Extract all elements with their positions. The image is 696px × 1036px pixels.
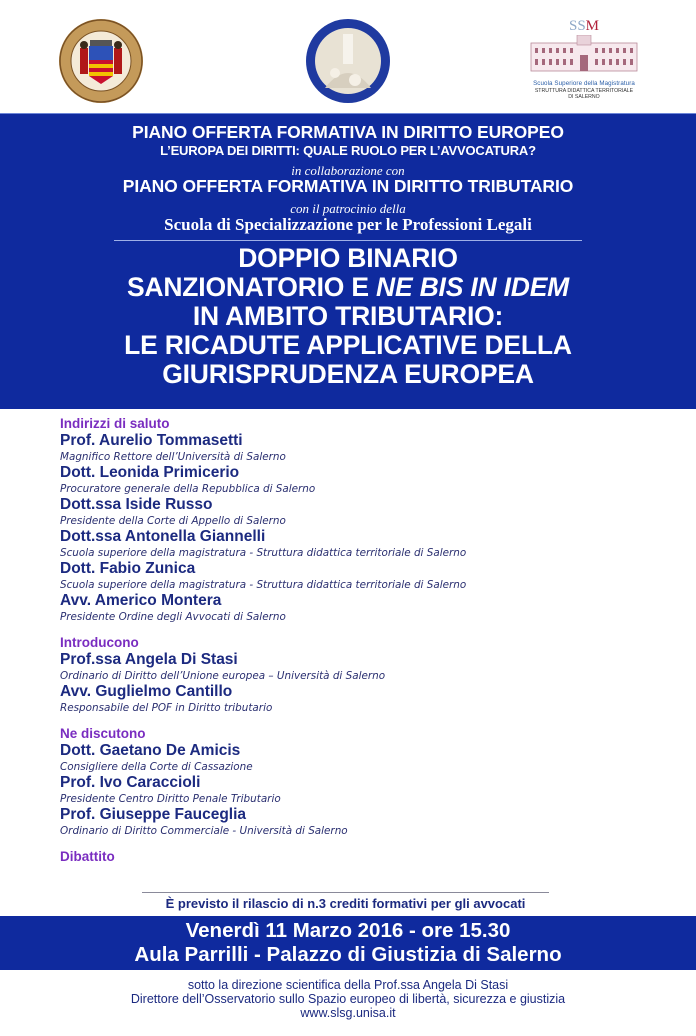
speaker-role: Scuola superiore della magistratura - Struttura didattica territoriale di Salerno [60, 579, 467, 591]
program [60, 415, 660, 865]
speaker-name: Prof. Aurelio Tommasetti [60, 432, 243, 449]
footer-website: www.slsg.unisa.it [300, 1006, 396, 1020]
event-title [0, 244, 696, 389]
speaker-item [60, 528, 660, 560]
footer [0, 978, 696, 1020]
speaker-role: Consigliere della Corte di Cassazione [60, 761, 253, 773]
speaker-role: Presidente della Corte di Appello di Salerno [60, 515, 286, 527]
ssm-mark: SSM [568, 18, 600, 34]
school-name: Scuola di Specializzazione per le Professioni Legali [164, 215, 532, 234]
event-info-band [0, 916, 696, 970]
event-date-time: Venerdì 11 Marzo 2016 - ore 15.30 [185, 919, 511, 942]
title-line-2: SANZIONATORIO E NE BIS IN IDEM [126, 272, 570, 302]
speaker-item [60, 742, 660, 774]
speaker-role: Magnifico Rettore dell’Università di Salerno [60, 451, 286, 463]
section-heading: Introducono [60, 635, 139, 650]
section-intro [60, 634, 660, 715]
credits-notice: È previsto il rilascio di n.3 crediti formativi per gli avvocati [165, 896, 526, 911]
ordine-avvocati-logo [305, 18, 391, 104]
spacer [60, 624, 660, 634]
section-heading: Ne discutono [60, 726, 146, 741]
speaker-name: Avv. Guglielmo Cantillo [60, 683, 233, 700]
footer-director-title: Direttore dell’Osservatorio sullo Spazio europeo di libertà, sicurezza e giustizia [130, 992, 566, 1006]
speaker-name: Prof. Giuseppe Fauceglia [60, 806, 247, 823]
speaker-item [60, 651, 660, 683]
speaker-name: Dott. Fabio Zunica [60, 560, 196, 577]
speaker-role: Presidente Centro Diritto Penale Tributario [60, 793, 281, 805]
speaker-role: Ordinario di Diritto dell’Unione europea – Università di Salerno [60, 670, 386, 682]
speaker-item [60, 774, 660, 806]
speaker-name: Prof.ssa Angela Di Stasi [60, 651, 238, 668]
spacer [60, 838, 660, 848]
spacer [60, 715, 660, 725]
speaker-item [60, 592, 660, 624]
title-line-4: LE RICADUTE APPLICATIVE DELLA [124, 330, 572, 360]
speaker-role: Ordinario di Diritto Commerciale - Università di Salerno [60, 825, 348, 837]
pof-europeo-subtitle: L’EUROPA DEI DIRITTI: QUALE RUOLO PER L’AVVOCATURA? [160, 143, 536, 158]
speaker-name: Dott. Leonida Primicerio [60, 464, 240, 481]
speaker-name: Dott.ssa Antonella Giannelli [60, 528, 266, 545]
header-divider [114, 240, 582, 241]
section-debate-heading: Dibattito [60, 849, 115, 864]
footer-direction: sotto la direzione scientifica della Prof.ssa Angela Di Stasi [187, 978, 509, 992]
speaker-item [60, 432, 660, 464]
credits-divider [142, 892, 549, 893]
header-band [0, 113, 696, 409]
title-line-3: IN AMBITO TRIBUTARIO: [192, 301, 504, 331]
speaker-item [60, 683, 660, 715]
palace-illustration [525, 35, 643, 73]
collaboration-label: in collaborazione con [291, 163, 405, 178]
speaker-item [60, 464, 660, 496]
ssm-logo: SSM Scuola Superiore della Magistratura STRUTTURA DIDATTICA TERRITORIALE DI SALERNO [525, 18, 643, 106]
title-line-5: GIURISPRUDENZA EUROPEA [162, 359, 534, 389]
section-greetings [60, 415, 660, 624]
pof-tributario-heading: PIANO OFFERTA FORMATIVA IN DIRITTO TRIBUTARIO [122, 176, 574, 196]
pof-europeo-heading: PIANO OFFERTA FORMATIVA IN DIRITTO EUROPEO [132, 122, 564, 142]
section-heading: Indirizzi di saluto [60, 416, 170, 431]
section-discussion [60, 725, 660, 838]
speaker-name: Dott. Gaetano De Amicis [60, 742, 241, 759]
patronage-label: con il patrocinio della [290, 201, 406, 216]
speaker-role: Scuola superiore della magistratura - Struttura didattica territoriale di Salerno [60, 547, 467, 559]
speaker-name: Avv. Americo Montera [60, 592, 222, 609]
event-place: Aula Parrilli - Palazzo di Giustizia di Salerno [134, 943, 562, 966]
speaker-role: Presidente Ordine degli Avvocati di Salerno [60, 611, 286, 623]
speaker-role: Responsabile del POF in Diritto tributario [60, 702, 273, 714]
speaker-item [60, 496, 660, 528]
speaker-item [60, 806, 660, 838]
university-seal-logo [58, 18, 144, 104]
title-line-1: DOPPIO BINARIO [238, 243, 458, 273]
logo-row [0, 0, 696, 113]
speaker-name: Dott.ssa Iside Russo [60, 496, 213, 513]
speaker-role: Procuratore generale della Repubblica di Salerno [60, 483, 316, 495]
speaker-item [60, 560, 660, 592]
speaker-name: Prof. Ivo Caraccioli [60, 774, 201, 791]
